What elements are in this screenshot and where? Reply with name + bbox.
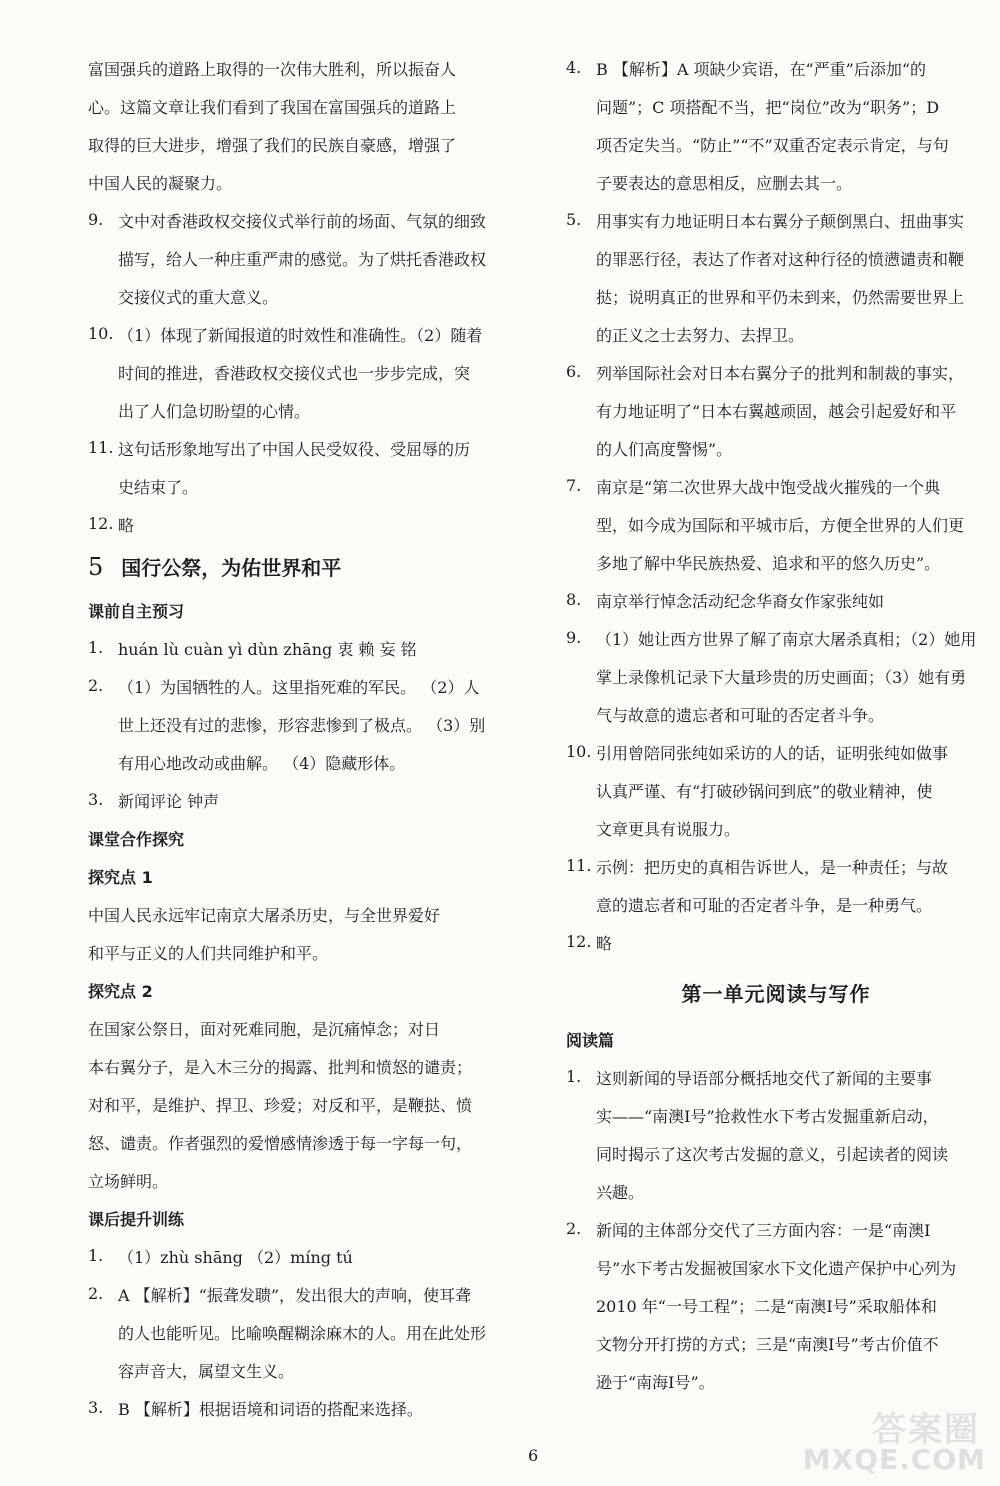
item-number: 12. (88, 514, 114, 533)
text-line: 号”水下考古发掘被国家水下文化遗产保护中心列为 (596, 1259, 957, 1278)
answer-item (88, 210, 508, 310)
watermark-text-bottom: MXQE.COM (802, 1443, 986, 1476)
text-line: 文物分开打捞的方式；三是“南澳Ⅰ号”考古价值不 (596, 1335, 939, 1354)
watermark-logo (796, 1402, 986, 1476)
lesson-title-text: 国行公祭，为佑世界和平 (121, 556, 342, 580)
text-line: 文中对香港政权交接仪式举行前的场面、气氛的细致 (118, 212, 487, 231)
text-line: 逊于“南海Ⅰ号”。 (596, 1373, 715, 1392)
text-line: 子要表达的意思相反，应删去其一。 (596, 174, 853, 193)
text-line: huán lù cuàn yì dùn zhāng 衷 赖 妄 铭 (118, 640, 417, 659)
text-line: 新闻评论 钟声 (118, 792, 220, 811)
section-heading-pre: 课前自主预习 (88, 602, 185, 621)
explore-paragraph (88, 1018, 508, 1194)
text-line: 兴趣。 (596, 1183, 645, 1202)
continued-answer (88, 58, 508, 196)
text-line: B 【解析】根据语境和词语的搭配来选择。 (118, 1400, 423, 1419)
text-line: 这句话形象地写出了中国人民受奴役、受屈辱的历 (118, 440, 471, 459)
answer-item (566, 476, 986, 576)
text-line: 的人也能听见。比喻唤醒糊涂麻木的人。用在此处形 (118, 1324, 487, 1343)
text-line: 本右翼分子，是入木三分的揭露、批判和愤怒的谴责； (88, 1058, 473, 1077)
text-line: 描写，给人一种庄重严肃的感觉。为了烘托香港政权 (118, 250, 487, 269)
text-line: 中国人民的凝聚力。 (88, 174, 233, 193)
answer-item (566, 58, 986, 196)
answer-item (566, 628, 986, 728)
item-number: 4. (566, 58, 582, 77)
item-number: 10. (88, 324, 114, 343)
text-line: 有力地证明了“日本右翼越顽固，越会引起爱好和平 (596, 402, 957, 421)
item-number: 7. (566, 476, 582, 495)
text-line: 用事实有力地证明日本右翼分子颠倒黑白、扭曲事实 (596, 212, 965, 231)
text-line: 认真严谨、有“打破砂锅问到底”的敬业精神，使 (596, 782, 933, 801)
text-line: 这则新闻的导语部分概括地交代了新闻的主要事 (596, 1069, 933, 1088)
text-line: 引用曾陪同张纯如采访的人的话，证明张纯如做事 (596, 744, 949, 763)
answer-item (566, 932, 986, 956)
right-column (566, 58, 986, 1409)
unit-title: 第一单元阅读与写作 (681, 982, 871, 1006)
text-line: 掌上录像机记录下大量珍贵的历史画面；（3）她有勇 (596, 668, 967, 687)
item-number: 5. (566, 210, 582, 229)
text-line: 实——“南澳Ⅰ号”抢救性水下考古发掘重新启动， (596, 1107, 939, 1126)
lesson-title (88, 552, 508, 582)
text-line: （1）为国牺牲的人。这里指死难的军民。 （2）人 (118, 678, 480, 697)
text-line: 略 (118, 516, 135, 535)
text-line: 项否定失当。“防止”“不”双重否定表示肯定，与句 (596, 136, 949, 155)
text-line: 意的遗忘者和可耻的否定者斗争，是一种勇气。 (596, 896, 933, 915)
item-number: 2. (566, 1219, 582, 1238)
page-number: 6 (528, 1446, 539, 1465)
answer-item (88, 790, 508, 814)
answer-item (88, 438, 508, 500)
text-line: 的人们高度警惕”。 (596, 440, 733, 459)
answer-item (566, 210, 986, 348)
text-line: 气与故意的遗忘者和可耻的否定者斗争。 (596, 706, 885, 725)
section-heading-post: 课后提升训练 (88, 1210, 185, 1229)
answer-item (88, 324, 508, 424)
lesson-number: 5 (88, 553, 104, 581)
text-line: 有用心地改动或曲解。 （4）隐藏形体。 (118, 754, 406, 773)
text-line: B 【解析】A 项缺少宾语，在“严重”后添加“的 (596, 60, 927, 79)
answer-item (88, 638, 508, 662)
text-line: 立场鲜明。 (88, 1172, 169, 1191)
text-line: 富国强兵的道路上取得的一次伟大胜利，所以振奋人 (88, 60, 457, 79)
text-line: A 【解析】“振聋发聩”，发出很大的声响，使耳聋 (118, 1286, 472, 1305)
section-heading-reading: 阅读篇 (566, 1031, 615, 1050)
answer-item (88, 1284, 508, 1384)
left-column (88, 58, 508, 1436)
item-number: 9. (88, 210, 104, 229)
text-line: 世上还没有过的悲惨，形容悲惨到了极点。 （3）别 (118, 716, 486, 735)
item-number: 2. (88, 676, 104, 695)
answer-item (566, 362, 986, 462)
item-number: 3. (88, 1398, 104, 1417)
text-line: 时间的推进，香港政权交接仪式也一步步完成，突 (118, 364, 471, 383)
text-line: 容声音大，属望文生义。 (118, 1362, 295, 1381)
text-line: 文章更具有说服力。 (596, 820, 741, 839)
item-number: 8. (566, 590, 582, 609)
text-line: 中国人民永远牢记南京大屠杀历史，与全世界爱好 (88, 906, 441, 925)
explore-paragraph (88, 904, 508, 966)
item-number: 3. (88, 790, 104, 809)
explore-point-title: 探究点 1 (88, 868, 153, 887)
text-line: 挞；说明真正的世界和平仍未到来，仍然需要世界上 (596, 288, 965, 307)
text-line: 的罪恶行径，表达了作者对这种行径的愤懑谴责和鞭 (596, 250, 965, 269)
text-line: 的正义之士去努力、去捍卫。 (596, 326, 805, 345)
text-line: 示例：把历史的真相告诉世人，是一种责任；与故 (596, 858, 949, 877)
explore-point-title: 探究点 2 (88, 982, 153, 1001)
item-number: 11. (566, 856, 592, 875)
item-number: 1. (88, 638, 104, 657)
text-line: 列举国际社会对日本右翼分子的批判和制裁的事实， (596, 364, 965, 383)
answer-item (566, 856, 986, 918)
section-heading-coop: 课堂合作探究 (88, 830, 185, 849)
item-number: 2. (88, 1284, 104, 1303)
text-line: （1）体现了新闻报道的时效性和准确性。（2）随着 (118, 326, 483, 345)
item-number: 11. (88, 438, 114, 457)
text-line: 新闻的主体部分交代了三方面内容：一是“南澳Ⅰ (596, 1221, 931, 1240)
answer-item (88, 676, 508, 776)
item-number: 10. (566, 742, 592, 761)
text-line: 心。这篇文章让我们看到了我国在富国强兵的道路上 (88, 98, 457, 117)
text-line: （1）zhù shāng （2）míng tú (118, 1248, 353, 1267)
watermark-text-top: 答案圈 (872, 1410, 980, 1450)
text-line: 南京举行悼念活动纪念华裔女作家张纯如 (596, 592, 885, 611)
item-number: 1. (88, 1246, 104, 1265)
text-line: 问题”；C 项搭配不当，把“岗位”改为“职务”；D (596, 98, 940, 117)
text-line: 和平与正义的人们共同维护和平。 (88, 944, 329, 963)
text-line: 怒、谴责。作者强烈的爱憎感情渗透于每一字每一句， (88, 1134, 473, 1153)
text-line: 交接仪式的重大意义。 (118, 288, 279, 307)
answer-item (88, 1246, 508, 1270)
answer-item (566, 590, 986, 614)
text-line: （1）她让西方世界了解了南京大屠杀真相；（2）她用 (596, 630, 977, 649)
text-line: 略 (596, 934, 613, 953)
answer-item (88, 1398, 508, 1422)
text-line: 史结束了。 (118, 478, 199, 497)
item-number: 9. (566, 628, 582, 647)
text-line: 多地了解中华民族热爱、追求和平的悠久历史”。 (596, 554, 941, 573)
text-line: 出了人们急切盼望的心情。 (118, 402, 311, 421)
item-number: 6. (566, 362, 582, 381)
answer-item (88, 514, 508, 538)
item-number: 12. (566, 932, 592, 951)
text-line: 取得的巨大进步，增强了我们的民族自豪感，增强了 (88, 136, 457, 155)
text-line: 对和平，是维护、捍卫、珍爱；对反和平，是鞭挞、愤 (88, 1096, 473, 1115)
answer-item (566, 1219, 986, 1395)
item-number: 1. (566, 1067, 582, 1086)
text-line: 南京是“第二次世界大战中饱受战火摧残的一个典 (596, 478, 941, 497)
answer-item (566, 742, 986, 842)
text-line: 型，如今成为国际和平城市后，方便全世界的人们更 (596, 516, 965, 535)
text-line: 2010 年“一号工程”；二是“南澳Ⅰ号”采取船体和 (596, 1297, 937, 1316)
answer-item (566, 1067, 986, 1205)
text-line: 在国家公祭日，面对死难同胞，是沉痛悼念；对日 (88, 1020, 441, 1039)
text-line: 同时揭示了这次考古发掘的意义，引起读者的阅读 (596, 1145, 949, 1164)
